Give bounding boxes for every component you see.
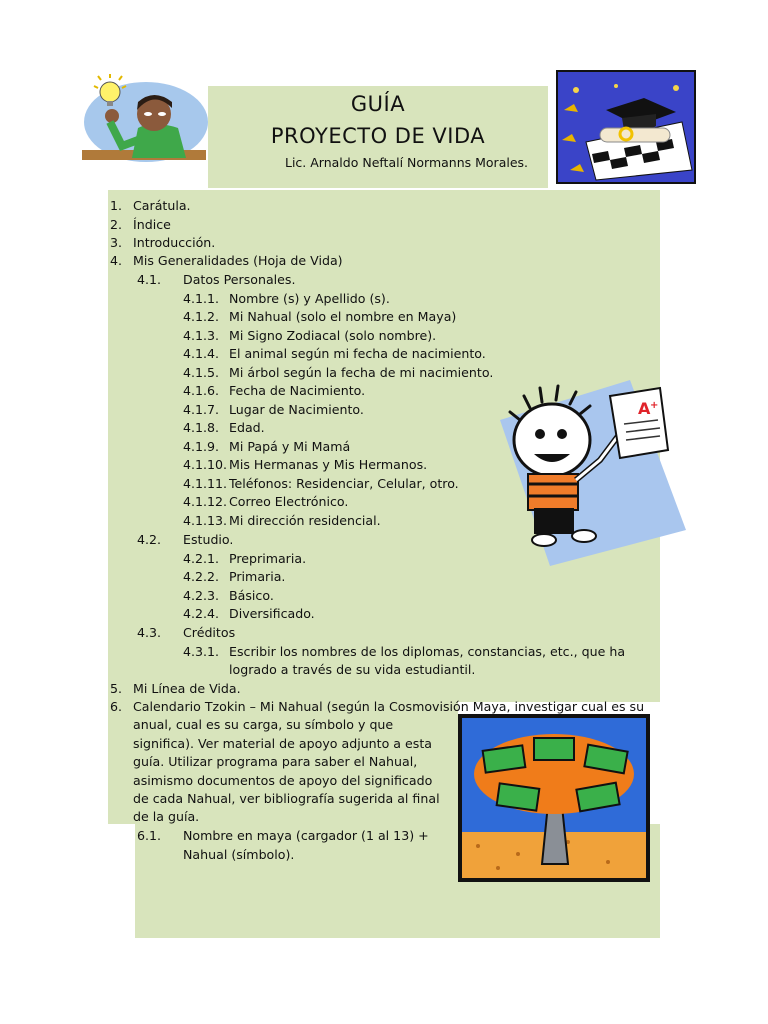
list-item-number: 4.3.1. (183, 644, 220, 659)
list-item-number: 4.1. (137, 272, 162, 287)
list-item-text: Fecha de Nacimiento. (229, 383, 366, 398)
list-item-text: Mi dirección residencial. (229, 513, 381, 528)
list-item-text: Correo Electrónico. (229, 494, 349, 509)
list-item-text: Carátula. (133, 198, 191, 213)
list-item-text: Datos Personales. (183, 272, 296, 287)
student-with-grade-paper-clipart (500, 380, 686, 566)
money-tree-clipart (458, 714, 650, 882)
list-item-text: Mi Nahual (solo el nombre en Maya) (229, 309, 457, 324)
list-item-text: guía. Utilizar programa para saber el Nahual, (133, 754, 418, 769)
list-item-text: de cada Nahual, ver bibliografía sugerida al final (133, 791, 440, 806)
list-item-text: Créditos (183, 625, 236, 640)
list-item-text: Primaria. (229, 569, 286, 584)
list-item-text: Estudio. (183, 532, 234, 547)
list-item-number: 4.3. (137, 625, 162, 640)
list-item-text: de la guía. (133, 809, 200, 824)
list-item-text: Teléfonos: Residenciar, Celular, otro. (229, 476, 459, 491)
list-item-text: logrado a través de su vida estudiantil. (229, 662, 476, 677)
list-item-text: Diversificado. (229, 606, 315, 621)
list-item-number: 4.2.1. (183, 551, 220, 566)
list-item-number: 4.1.4. (183, 346, 220, 361)
list-item-number: 2. (110, 217, 123, 232)
list-item-number: 4.1.8. (183, 420, 220, 435)
list-item-text: Mi Papá y Mi Mamá (229, 439, 351, 454)
graduation-cap-diploma-clipart (556, 70, 696, 184)
list-item-text: Edad. (229, 420, 265, 435)
list-item-text: Mis Hermanas y Mis Hermanos. (229, 457, 428, 472)
page-title: GUÍA (350, 92, 406, 116)
list-item-number: 4.1.5. (183, 365, 220, 380)
page-subtitle: PROYECTO DE VIDA (270, 124, 486, 148)
list-item-text: Mis Generalidades (Hoja de Vida) (133, 253, 343, 268)
list-item-number: 4.1.3. (183, 328, 220, 343)
list-item-number: 4.1.12. (183, 494, 228, 509)
list-item-number: 6. (110, 699, 123, 714)
list-item-text: Mi Línea de Vida. (133, 681, 241, 696)
list-item-number: 5. (110, 681, 123, 696)
list-item-text: Nahual (símbolo). (183, 847, 295, 862)
list-item-number: 1. (110, 198, 123, 213)
list-item-number: 4.1.10. (183, 457, 228, 472)
list-item-number: 3. (110, 235, 123, 250)
list-item-number: 4.1.13. (183, 513, 228, 528)
list-item-text: Introducción. (133, 235, 216, 250)
author-line: Lic. Arnaldo Neftalí Normanns Morales. (285, 155, 529, 170)
list-item-number: 4.2.4. (183, 606, 220, 621)
thinking-person-clipart (82, 70, 210, 166)
list-item-number: 4.1.7. (183, 402, 220, 417)
list-item-text: Lugar de Nacimiento. (229, 402, 364, 417)
list-item-number: 4.2.3. (183, 588, 220, 603)
list-item-number: 4.2.2. (183, 569, 220, 584)
list-item-text: significa). Ver material de apoyo adjunto a esta (133, 736, 432, 751)
list-item-text: asimismo documentos de apoyo del significado (133, 773, 433, 788)
list-item-text: Básico. (229, 588, 274, 603)
list-item-text: Calendario Tzokin – Mi Nahual (según la Cosmovisión Maya, investigar cual es su (133, 699, 645, 714)
list-item-text: Índice (133, 217, 171, 232)
list-item-text: Escribir los nombres de los diplomas, constancias, etc., que ha (229, 644, 626, 659)
list-item-text: Nombre en maya (cargador (1 al 13) + (183, 828, 429, 843)
list-item-number: 4.1.9. (183, 439, 220, 454)
list-item-text: Nombre (s) y Apellido (s). (229, 291, 390, 306)
list-item-text: Preprimaria. (229, 551, 307, 566)
list-item-number: 4.1.6. (183, 383, 220, 398)
list-item-number: 4.2. (137, 532, 162, 547)
list-item-text: anual, cual es su carga, su símbolo y que (133, 717, 394, 732)
list-item-number: 4.1.11. (183, 476, 228, 491)
svg-text:A: A (638, 399, 651, 418)
list-item-number: 4.1.1. (183, 291, 220, 306)
svg-text:+: + (650, 400, 659, 411)
list-item-number: 4.1.2. (183, 309, 220, 324)
list-item-text: El animal según mi fecha de nacimiento. (229, 346, 486, 361)
list-item-text: Mi Signo Zodiacal (solo nombre). (229, 328, 437, 343)
list-item-number: 6.1. (137, 828, 162, 843)
list-item-text: Mi árbol según la fecha de mi nacimiento. (229, 365, 494, 380)
list-item-number: 4. (110, 253, 123, 268)
